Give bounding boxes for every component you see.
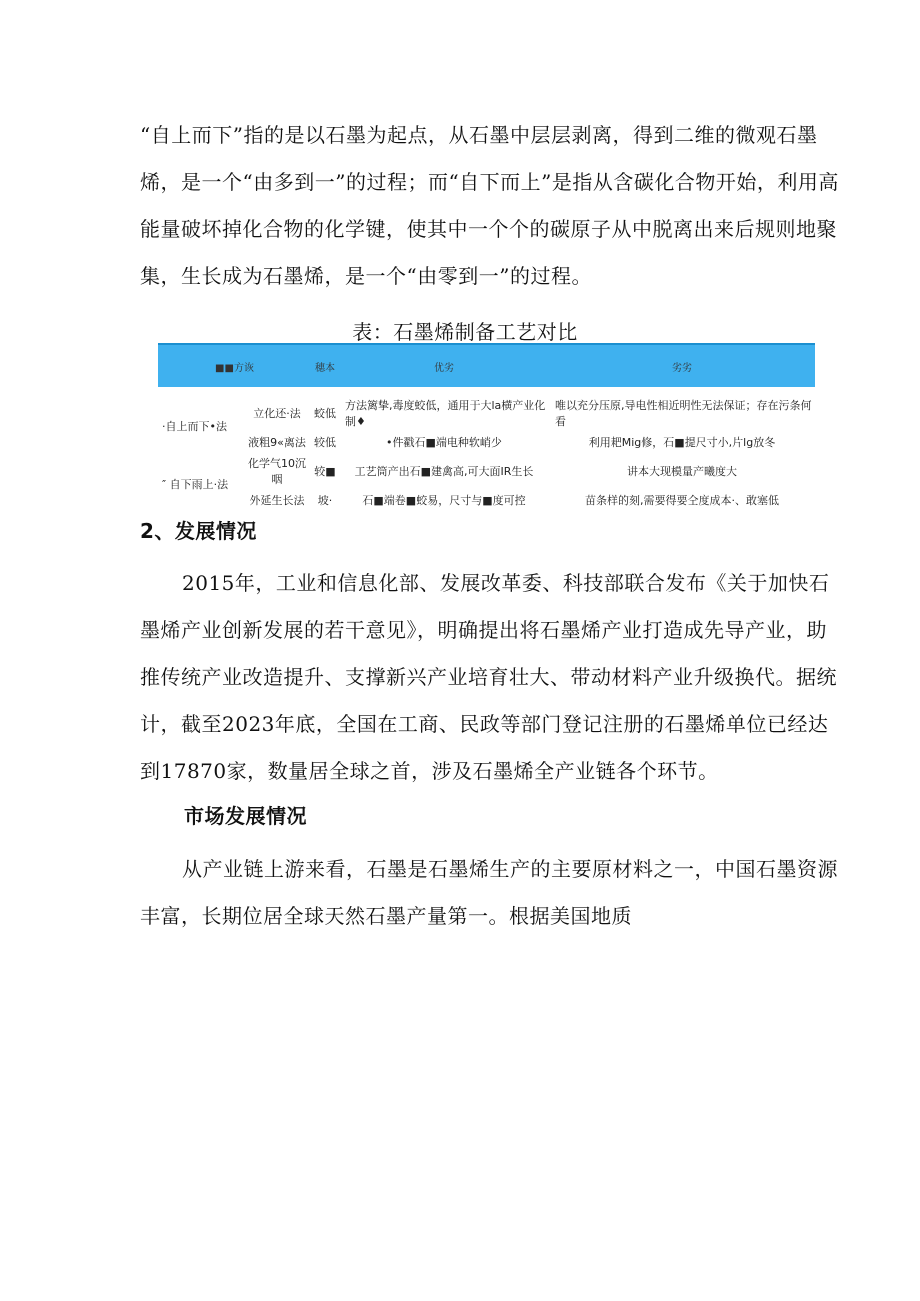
cons-cell: 苗条样的刻,需要得要仝度成本·、敢塞低 bbox=[585, 494, 779, 507]
method-cell: 立化还·法 bbox=[253, 407, 301, 420]
cons-cell: 讲本大现模量产曦度大 bbox=[627, 465, 737, 478]
table-row bbox=[158, 397, 815, 429]
section-heading: 2、发展情况 bbox=[140, 519, 257, 543]
pros-cell: •件戳石■端电种软峭少 bbox=[386, 436, 502, 449]
cost-cell: 较低 bbox=[314, 436, 336, 449]
header-cons: 劣劣 bbox=[549, 344, 815, 387]
method-cell: 液粗9«离法 bbox=[248, 436, 306, 449]
header-method: ■■方诙 bbox=[158, 344, 311, 387]
cons-cell: 利用耙Mig修，石■提尺寸小,片lg放冬 bbox=[588, 436, 776, 449]
group-cell: ·自上而下•法 bbox=[162, 420, 227, 433]
method-cell: 外延生长法 bbox=[249, 494, 305, 507]
header-pros: 优劣 bbox=[339, 344, 549, 387]
pros-cell: 石■端卷■蛟易，尺寸与■度可控 bbox=[362, 494, 526, 507]
table-row bbox=[158, 455, 815, 487]
market-paragraph: 从产业链上游来看，石墨是石墨烯生产的主要原材料之一，中国石墨资源丰富，长期位居全球天然石墨产量第一。根据美国地质 bbox=[140, 857, 838, 928]
table-row bbox=[158, 429, 815, 455]
comparison-table bbox=[158, 343, 815, 513]
cost-cell: 蛟低 bbox=[314, 407, 336, 420]
intro-paragraph: “自上而下”指的是以石墨为起点，从石墨中层层剥离，得到二维的微观石墨烯，是一个“由多到一”的过程；而“自下而上”是指从含碳化合物开始，利用高能量破坏掉化合物的化学键，使其中一个个的碳原子从中脱离出来后规则地聚集，生长成为石墨烯，是一个“由零到一”的过程。 bbox=[140, 123, 839, 288]
table-header-row bbox=[158, 344, 815, 387]
pros-cell: 工艺筒产出石■建禽高,可大面IR生长 bbox=[354, 465, 534, 478]
market-heading: 市场发展情况 bbox=[184, 804, 307, 828]
table-row bbox=[158, 487, 815, 513]
cost-cell: 较■ bbox=[314, 465, 336, 478]
method-cell: 化学气10沉咽 bbox=[248, 457, 306, 486]
group-cell: ″ 自下雨上·法 bbox=[162, 478, 229, 491]
pros-cell: 方法篱挚,毒度蛟低，通用于大la横产业化制♦ bbox=[345, 399, 546, 428]
header-cost: 穗本 bbox=[311, 344, 339, 387]
table-caption: 表：石墨烯制备工艺对比 bbox=[352, 320, 578, 344]
development-paragraph: 2015年，工业和信息化部、发展改革委、科技部联合发布《关于加快石墨烯产业创新发展的若干意见》，明确提出将石墨烯产业打造成先导产业，助推传统产业改造提升、支撑新兴产业培育壮大、带动材料产业升级换代。据统计，截至2023年底，全国在工商、民政等部门登记注册的石墨烯单位已经达到17870家，数量居全球之首，涉及石墨烯全产业链各个环节。 bbox=[140, 571, 837, 783]
cost-cell: 坡· bbox=[317, 494, 333, 507]
cons-cell: 唯以充分压原,导电性相近明性无法保证；存在污条何看 bbox=[555, 399, 812, 428]
